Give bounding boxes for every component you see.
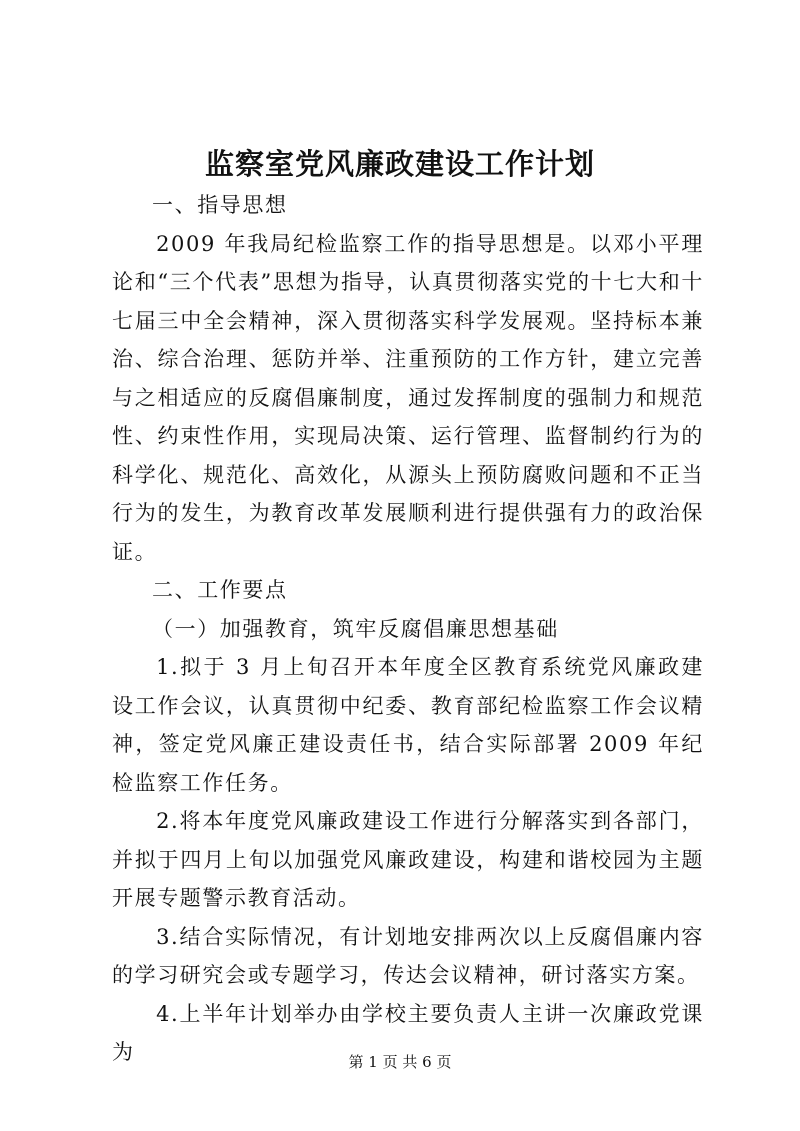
paragraph-item-1: 1.拟于 3 月上旬召开本年度全区教育系统党风廉政建设工作会议，认真贯彻中纪委、教育部纪检监察工作会议精神，签定党风廉正建设责任书，结合实际部署 2009 年纪检监察工作任务。 xyxy=(112,655,704,795)
subsection-heading-education: （一）加强教育，筑牢反腐倡廉思想基础 xyxy=(152,616,559,641)
page-footer: 第 1 页 共 6 页 xyxy=(348,1053,452,1071)
section-heading-work-points: 二、工作要点 xyxy=(152,578,288,602)
paragraph-item-2: 2.将本年度党风廉政建设工作进行分解落实到各部门，并拟于四月上旬以加强党风廉政建设，构建和谐校园为主题开展专题警示教育活动。 xyxy=(112,809,704,910)
document-body xyxy=(112,186,704,1072)
paragraph-guiding-ideology: 2009 年我局纪检监察工作的指导思想是。以邓小平理论和“三个代表”思想为指导，认真贯彻落实党的十七大和十七届三中全会精神，深入贯彻落实科学发展观。坚持标本兼治、综合治理、惩防并举、注重预防的工作方针，建立完善与之相适应的反腐倡廉制度，通过发挥制度的强制力和规范性、约束性作用，实现局决策、运行管理、监督制约行为的科学化、规范化、高效化，从源头上预防腐败问题和不正当行为的发生，为教育改革发展顺利进行提供强有力的政治保证。 xyxy=(112,231,704,564)
paragraph-item-3: 3.结合实际情况，有计划地安排两次以上反腐倡廉内容的学习研究会或专题学习，传达会议精神，研讨落实方案。 xyxy=(112,924,704,987)
section-heading-guiding-ideology: 一、指导思想 xyxy=(152,193,288,217)
document-title: 监察室党风廉政建设工作计划 xyxy=(204,147,595,181)
paragraph-item-4: 4.上半年计划举办由学校主要负责人主讲一次廉政党课为 xyxy=(112,1001,704,1064)
